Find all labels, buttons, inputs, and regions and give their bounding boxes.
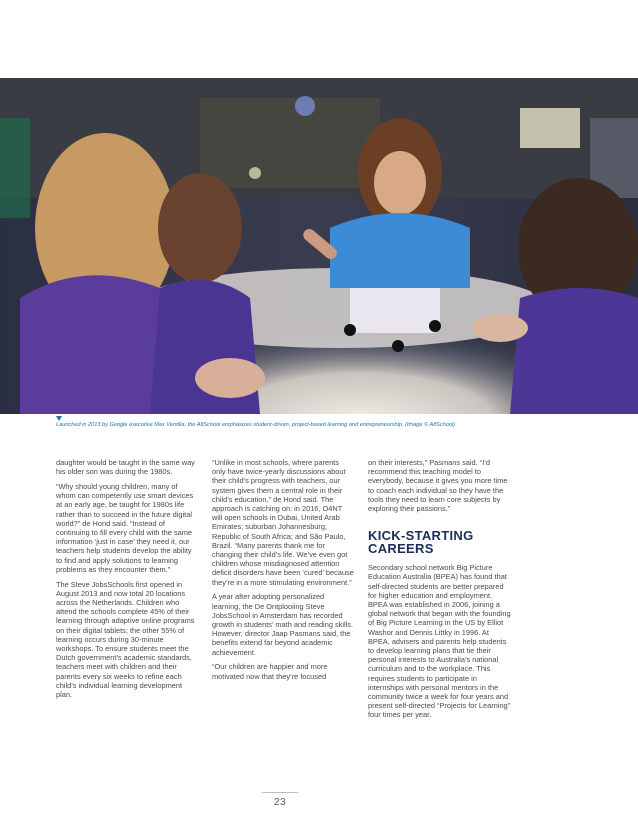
column-1 [56, 458, 198, 705]
page-number: 23 [273, 797, 287, 808]
paragraph: A year after adopting personalized learning, the De Ontplooiing Steve JobsSchool in Amsterdam has recorded growth in students’ math and reading skills. However, director Jaap Pasmans said, the benefits extend far beyond academic achievement. [212, 592, 354, 657]
column-3 [368, 458, 512, 725]
paragraph: “Unlike in most schools, where parents only have twice-yearly discussions about their child’s progress with teachers, our system gives them a central role in their child’s education,” de Hond said. The approach is catching on: in 2016, O4NT will open schools in Dubai, United Arab Emirates; suburban Johannesburg, Republic of South Africa; and São Paulo, Brazil. “Many parents thank me for changing their child’s life. We’ve even got children whose misdiagnosed attention deficit disorders have been ‘cured’ because they’re in a more stimulating environment.” [212, 458, 354, 587]
paragraph: “Why should young children, many of whom can competently use smart devices at an early age, be taught for 1980s life rather than to succeed in the future digital world?” de Hond said. “Instead of continuing to fill every child with the same information ‘just in case’ they need it, our teachers help students develop the ability to find and apply solutions to learning problems as they encounter them.” [56, 482, 194, 574]
paragraph: “Our children are happier and more motivated now that they’re focused [212, 662, 328, 681]
page-number-rule [262, 792, 298, 793]
caption-marker-icon [56, 416, 62, 421]
column-2 [212, 458, 354, 686]
paragraph: The Steve JobsSchools first opened in August 2013 and now total 20 locations across the Netherlands. Children who attend the schools complete 45% of their learning through adaptive online programs on their digital tablets; the other 55% of learning occurs during 30-minute workshops. To ensure students meet the Dutch government’s academic standards, teachers meet with children and their parents every six weeks to refine each child’s individual learning development plan. [56, 579, 195, 700]
section-heading: KICK-STARTING CAREERS [368, 528, 474, 557]
classroom-photo [0, 78, 638, 414]
paragraph: Secondary school network Big Picture Education Australia (BPEA) has found that self-directed students are better prepared for higher education and employment. BPEA was established in 2006, joining a global network that began with the founding of Big Picture Learning in the US by Elliot Washor and Dennis Littky in 1996. At BPEA, advisers and parents help students to develop learning plans that tie their personal interests to Australia’s national curriculum and to the workplace. This requires students to participate in internships with personal mentors in the community twice a week for four years and present self-directed “Projects for Learning” four times per year. [368, 563, 511, 720]
photo-caption: Launched in 2013 by Google executive Max Ventilla, the AltSchool emphasizes student-driven, project-based learning and entrepreneurship. (Image © AltSchool) [56, 422, 456, 428]
paragraph: on their interests,” Pasmans said. “I’d recommend this teaching model to everybody, because it gives you more time to coach each individual so they have the tools they need to learn core subjects by exploring their passions.” [368, 458, 508, 514]
paragraph: daughter would be taught in the same way his older son was during the 1980s. [56, 458, 195, 477]
